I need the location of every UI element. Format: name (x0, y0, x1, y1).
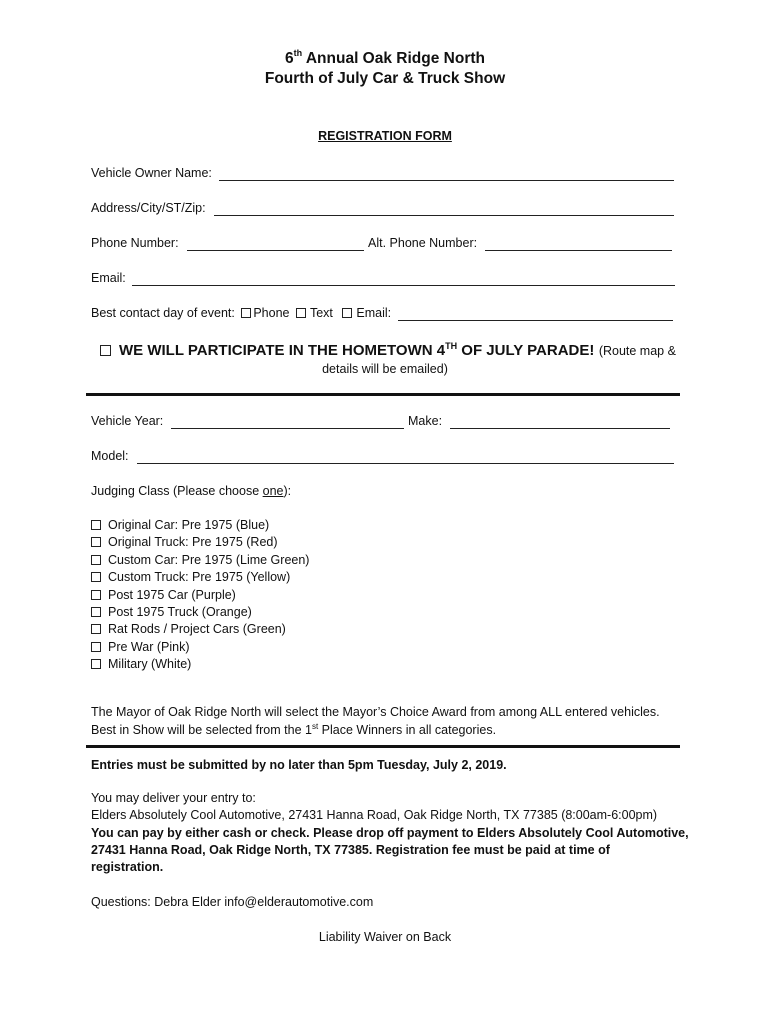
judging-class-label: Military (White) (108, 657, 192, 672)
make-label: Make: (408, 414, 443, 428)
contact-text-label: Text (309, 306, 333, 320)
judging-class-checkbox[interactable] (91, 572, 101, 582)
judging-class-label: Original Truck: Pre 1975 (Red) (108, 535, 278, 550)
judging-class-option[interactable] (91, 622, 286, 636)
judging-class-label: Post 1975 Car (Purple) (108, 587, 236, 602)
payment-line-1: You can pay by either cash or check. Please drop off payment to Elders Absolutely Cool Automotive, (91, 826, 689, 840)
best-in-show-text: Best in Show will be selected from the 1st Place Winners in all categories. (91, 722, 497, 738)
address-field[interactable] (214, 215, 674, 216)
owner-name-label: Vehicle Owner Name: (91, 166, 212, 180)
deadline-text: Entries must be submitted by no later than 5pm Tuesday, July 2, 2019. (91, 758, 507, 772)
section-divider (86, 393, 680, 396)
mayor-award-text: The Mayor of Oak Ridge North will select the Mayor’s Choice Award from among ALL entered vehicles. (91, 705, 660, 719)
judging-class-option[interactable] (91, 570, 290, 584)
email-label: Email: (91, 271, 126, 285)
title-ordinal: th (293, 48, 303, 58)
judging-class-label: Custom Truck: Pre 1975 (Yellow) (108, 570, 291, 585)
judging-class-checkbox[interactable] (91, 520, 101, 530)
phone-label: Phone Number: (91, 236, 179, 250)
judging-class-checkbox[interactable] (91, 555, 101, 565)
judging-class-checkbox[interactable] (91, 624, 101, 634)
make-field[interactable] (450, 428, 670, 429)
judging-class-label: Rat Rods / Project Cars (Green) (108, 622, 286, 637)
contact-phone-label: Phone (253, 306, 290, 320)
judging-class-option[interactable] (91, 657, 191, 671)
parade-checkbox[interactable] (100, 345, 111, 356)
judging-class-label: Post 1975 Truck (Orange) (108, 605, 252, 619)
judging-class-heading: Judging Class (Please choose one): (91, 484, 292, 498)
judging-class-option[interactable] (91, 535, 278, 549)
questions-contact: Questions: Debra Elder info@elderautomotive.com (91, 895, 374, 909)
title-number: 6 (285, 50, 294, 67)
judging-class-checkbox[interactable] (91, 659, 101, 669)
page-title (0, 48, 770, 68)
contact-label: Best contact day of event: (91, 306, 235, 320)
payment-line-2: 27431 Hanna Road, Oak Ridge North, TX 77385. Registration fee must be paid at time of (91, 843, 610, 857)
judging-class-option[interactable] (91, 640, 190, 654)
judging-class-checkbox[interactable] (91, 590, 101, 600)
contact-phone-checkbox[interactable] (241, 308, 251, 318)
form-heading: REGISTRATION FORM (318, 129, 452, 143)
email-field[interactable] (132, 285, 675, 286)
judging-class-checkbox[interactable] (91, 642, 101, 652)
judging-class-option[interactable] (91, 553, 309, 567)
title-text: Annual Oak Ridge North (302, 50, 485, 67)
model-label: Model: (91, 449, 129, 463)
alt-phone-label: Alt. Phone Number: (368, 236, 478, 250)
judging-class-label: Pre War (Pink) (108, 639, 190, 654)
payment-line-3: registration. (91, 860, 164, 874)
parade-note-continued: details will be emailed) (322, 362, 448, 376)
model-field[interactable] (137, 463, 674, 464)
contact-row (91, 306, 391, 320)
judging-class-label: Custom Car: Pre 1975 (Lime Green) (108, 552, 310, 567)
vehicle-year-field[interactable] (171, 428, 404, 429)
deliver-address: Elders Absolutely Cool Automotive, 27431 Hanna Road, Oak Ridge North, TX 77385 (8:00am-6:00pm) (91, 808, 658, 822)
judging-class-label: Original Car: Pre 1975 (Blue) (108, 518, 270, 532)
parade-note: (Route map & (598, 344, 676, 358)
contact-email-field[interactable] (398, 320, 673, 321)
judging-class-option[interactable] (91, 605, 252, 619)
owner-name-field[interactable] (219, 180, 674, 181)
address-label: Address/City/ST/Zip: (91, 201, 206, 215)
contact-email-checkbox[interactable] (342, 308, 352, 318)
deliver-intro: You may deliver your entry to: (91, 791, 256, 805)
judging-class-option[interactable] (91, 588, 236, 602)
judging-class-checkbox[interactable] (91, 607, 101, 617)
section-divider-2 (86, 745, 680, 748)
judging-class-option[interactable] (91, 518, 269, 532)
phone-field[interactable] (187, 250, 364, 251)
parade-row (100, 341, 676, 360)
contact-text-checkbox[interactable] (296, 308, 306, 318)
parade-statement: WE WILL PARTICIPATE IN THE HOMETOWN 4TH OF JULY PARADE! (119, 341, 595, 359)
page-subtitle: Fourth of July Car & Truck Show (264, 70, 506, 87)
judging-class-checkbox[interactable] (91, 537, 101, 547)
contact-email-label: Email: (356, 306, 392, 320)
vehicle-year-label: Vehicle Year: (91, 414, 164, 428)
liability-waiver-note: Liability Waiver on Back (318, 930, 452, 944)
alt-phone-field[interactable] (485, 250, 672, 251)
